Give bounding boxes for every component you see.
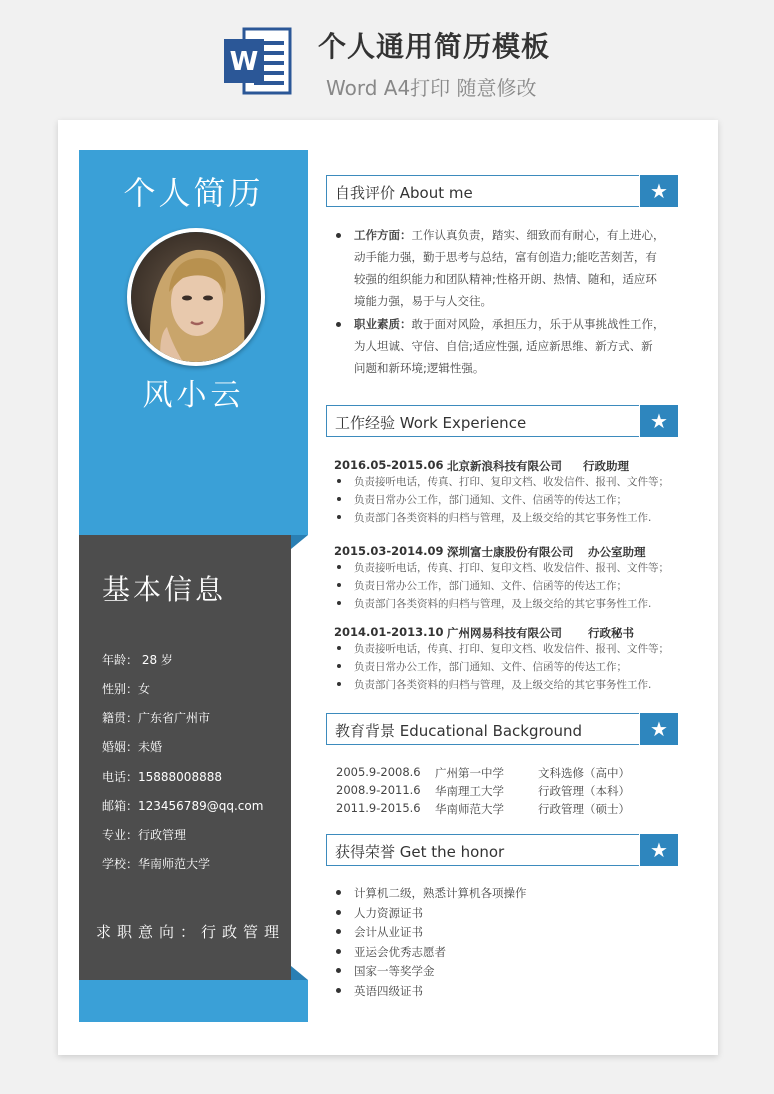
bullet-dot: [336, 949, 341, 954]
section-title: 教育背景 Educational Background: [335, 722, 583, 740]
bullet-dot: [336, 968, 341, 973]
honor-item: 国家一等奖学金: [354, 964, 435, 978]
bullet-dot: [337, 583, 341, 587]
page-title: 个人通用简历模板: [318, 30, 551, 63]
info-hometown: 籍贯：广东省广州市: [102, 711, 211, 725]
self-eval-label: 工作方面：: [354, 228, 412, 242]
job-role: 办公室助理: [588, 545, 646, 559]
section-honors: [326, 834, 678, 866]
self-eval-quality: 职业素质：敢于面对风险，承担压力，乐于从事挑战性工作， 为人坦诚、守信、自信;适应性强, 适应新思维、新方式、新 问题和新环境;逻辑性强。: [354, 317, 665, 375]
word-icon: [222, 25, 294, 97]
job-company: 北京新浪科技有限公司: [447, 459, 562, 473]
info-phone: 电话：15888008888: [102, 770, 222, 784]
job-role: 行政助理: [583, 459, 629, 473]
fold-corner-bottom: [291, 966, 308, 980]
bullet-dot: [337, 515, 341, 519]
bullet-dot: [337, 497, 341, 501]
edu-major: 文科选修（高中）: [538, 766, 630, 780]
job-duty: 负责部门各类资料的归档与管理，及上级交给的其它事务性工作.: [354, 598, 652, 610]
job-company: 深圳富士康股份有限公司: [447, 545, 574, 559]
job-duty: 负责接听电话，传真、打印、复印文档、收发信件、报刊、文件等；: [354, 643, 669, 655]
honor-item: 英语四级证书: [354, 984, 423, 998]
info-marital: 婚姻：未婚: [102, 740, 163, 754]
section-title: 获得荣誉 Get the honor: [335, 843, 505, 861]
job-period: 2015.03-2014.09: [334, 544, 444, 558]
edu-period: 2011.9-2015.6: [336, 801, 421, 815]
bullet-dot: [336, 322, 341, 327]
info-email: 邮箱：123456789@qq.com: [102, 799, 264, 813]
star-icon: ★: [640, 834, 678, 866]
job-duty: 负责部门各类资料的归档与管理，及上级交给的其它事务性工作.: [354, 512, 652, 524]
job-intent: 求职意向：行政管理: [96, 923, 286, 941]
star-icon: ★: [640, 175, 678, 207]
edu-period: 2005.9-2008.6: [336, 765, 421, 779]
edu-school: 华南理工大学: [435, 784, 504, 798]
page-subtitle: Word A4打印 随意修改: [326, 76, 537, 100]
job-period: 2016.05-2015.06: [334, 458, 444, 472]
section-title: 自我评价 About me: [335, 184, 473, 202]
job-duty: 负责日常办公工作，部门通知、文件、信函等的传达工作；: [354, 580, 627, 592]
job-duty: 负责接听电话，传真、打印、复印文档、收发信件、报刊、文件等；: [354, 562, 669, 574]
info-major: 专业：行政管理: [102, 828, 187, 842]
job-period: 2014.01-2013.10: [334, 625, 444, 639]
bullet-dot: [337, 646, 341, 650]
avatar: [127, 228, 265, 366]
fold-corner-top: [291, 535, 308, 549]
job-role: 行政秘书: [588, 626, 634, 640]
page-header: [0, 0, 774, 118]
job-duty: 负责日常办公工作，部门通知、文件、信函等的传达工作；: [354, 494, 627, 506]
bullet-dot: [336, 988, 341, 993]
star-icon: ★: [640, 713, 678, 745]
honor-item: 人力资源证书: [354, 906, 423, 920]
edu-period: 2008.9-2011.6: [336, 783, 421, 797]
edu-school: 广州第一中学: [435, 766, 504, 780]
job-duty: 负责部门各类资料的归档与管理，及上级交给的其它事务性工作.: [354, 679, 652, 691]
edu-major: 行政管理（硕士）: [538, 802, 630, 816]
section-work-experience: [326, 405, 678, 437]
bullet-dot: [336, 233, 341, 238]
word-icon-letter: W: [229, 47, 259, 77]
honor-item: 亚运会优秀志愿者: [354, 945, 446, 959]
edu-school: 华南师范大学: [435, 802, 504, 816]
candidate-name: 风小云: [142, 378, 245, 413]
bullet-dot: [337, 682, 341, 686]
bullet-dot: [337, 479, 341, 483]
honor-item: 计算机二级，熟悉计算机各项操作: [354, 886, 527, 900]
resume-title: 个人简历: [123, 174, 264, 212]
bullet-dot: [336, 910, 341, 915]
self-eval-label: 职业素质：: [354, 317, 412, 331]
section-about-me: [326, 175, 678, 207]
bullet-dot: [336, 929, 341, 934]
edu-major: 行政管理（本科）: [538, 784, 630, 798]
info-gender: 性别：女: [102, 682, 151, 696]
job-duty: 负责接听电话，传真、打印、复印文档、收发信件、报刊、文件等；: [354, 476, 669, 488]
honor-item: 会计从业证书: [354, 925, 423, 939]
section-title: 工作经验 Work Experience: [335, 414, 527, 432]
job-company: 广州网易科技有限公司: [447, 626, 562, 640]
bullet-dot: [337, 601, 341, 605]
bullet-dot: [336, 890, 341, 895]
portrait-image: [131, 232, 261, 362]
section-education: [326, 713, 678, 745]
star-icon: ★: [640, 405, 678, 437]
info-age: 年龄： 28 岁: [102, 653, 173, 667]
self-eval-work: 工作方面：工作认真负责，踏实、细致而有耐心，有上进心， 动手能力强，勤于思考与总结，富有创造力;能吃苦刻苦，有 较强的组织能力和团队精神;性格开朗、热情、随和，适应环 境能力强，易于与人交往。: [354, 228, 665, 308]
info-school: 学校：华南师范大学: [102, 857, 211, 871]
bullet-dot: [337, 565, 341, 569]
job-duty: 负责日常办公工作，部门通知、文件、信函等的传达工作；: [354, 661, 627, 673]
bullet-dot: [337, 664, 341, 668]
basic-info-title: 基本信息: [102, 573, 227, 606]
left-panel-bottom: [79, 980, 308, 1022]
